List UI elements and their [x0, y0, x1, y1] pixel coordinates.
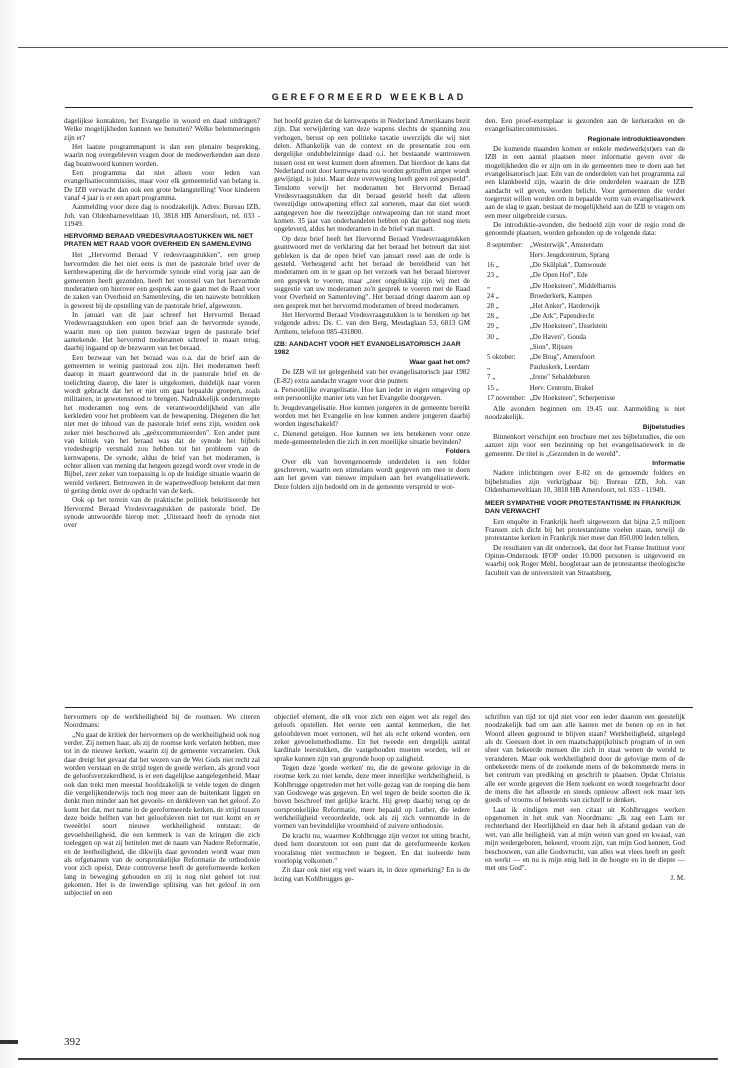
- list-item: c. Dienend getuigen. Hoe kunnen we iets betekenen voor onze mede-gemeenteleden die zich in een moeilijke situatie bevinden?: [274, 429, 470, 447]
- paragraph: In januari van dit jaar schreef het Hervormd Beraad Vredesvraagstukken een open brief aan de hervormde synode, waarin men op tien punten bezwaar tegen de pastorale brief aantekende. Het hervormd moderamen schreef in maart terug, daarbij ingaand op de bezwaren van het beraad.: [64, 310, 260, 353]
- author-signature: J. M.: [670, 873, 685, 882]
- subheading: Waar gaat het om?: [409, 358, 470, 366]
- paragraph: Het Hervormd Beraad Vredesvraagstukken is te bereiken op het volgende adres: Ds. C. van den Berg, Mesdaglaan 53, 6813 GM Arnhem, telefoon 085-431800.: [274, 310, 470, 336]
- paragraph: het hoofd gezien dat de kernwapens in Nederland Amerikaans bezit zijn. Dat verwijdering van deze wapens slechts de spanning zou verhogen, berust op een politieke taxatie uwerzijds die wij niet delen. Afhankelijk van de context en de presentatie zou een dergelijke ondubbelzinnige daad o.i. het bestaande wantrouwen tussen oost en west kunnen doen afnemen. Dat hierdoor de kans dat Nederland ooit door kernwapens zou worden getroffen amper wordt gewijzigd, is juist. Maar deze overweging heeft geen rol gespeeld". Tenslotte verwijt het moderamen het Hervormd Beraad Vredesvraagstukken dat dit beraad gesteld heeft dat alleen tweezijdige ontwapening effect zal sorteren, maar dat niet wordt aangegeven hoe die tweezijdige ontwapening dan tot stand moet komen. 35 jaar van onderhandelen hebben op dat gebied nog niets opgeleverd, aldus het moderamen in de brief van maart.: [274, 117, 470, 234]
- schedule-date: 28 „: [487, 302, 499, 311]
- paragraph: „Nu gaat de kritiek der hervormers op de werkheiligheid ook nog verder. Zij nemen haar, als zij de roomse kerk verlaten hebben, mee tot in de nieuwe kerken, waarin zij de gemeente verzamelen. Ook daar dreigt het gevaar dat het wezen van de Wet Gods niet recht zal worden verstaan en de strijd tegen de goede werken, als grond voor de geloofsverzekerdheid, is er een dagelijkse aangelegenheid. Maar ook dan trekt men meestal hoofdzakelijk te velde tegen de dingen die vergelijkenderwijs toch nog meer aan de buitenkant liggen en denkt men minder aan het gevoels- en denkleven van het geloof. Zo komt het dat, met name in de gereformeerde kerken, de strijd tussen deze beide helften van het geloofsleven niet tot rust komt en er tweeërlei soort nieuwe werkheiligheid ontstaat: de gevoelsheiligheid, die een kenmerk is van de kringen die zich toeleggen op wat zij betitelen met de naam van Nadere Reformatie, en de leerheiligheid, die dikwijls daar gevonden wordt waar men als erfgenamen van de oorspronkelijke Reformatie de orthodoxie voor zich opeist. Deze controverse heeft de gereformeerde kerken lang in beweging gehouden en zij is nog niet geheel tot rust gekomen. Het is de inwendige splitsing van het geloof in een subjectief en een: [64, 730, 260, 898]
- subheading: Informatie: [652, 460, 685, 468]
- paragraph: Zit daar ook niet erg veel waars in, in deze opmerking? En is de lezing van Kohlbrugges ge-: [274, 866, 470, 883]
- subheading: Folders: [445, 448, 470, 456]
- schedule-row: [487, 322, 618, 330]
- schedule-location: „Sion", Rijssen: [529, 342, 573, 351]
- scan-edge-left: [0, 0, 18, 1068]
- list-item: a. Persoonlijke evangelisatie. Hoe kan ieder in eigen omgeving op een persoonlijke manier iets van het Evangelie doorgeven.: [274, 385, 470, 403]
- paragraph: Laat ik eindigen met een citaat uit Kohlbrugges werken opgenomen in het stuk van Noordmans: „Ik zag een Lam ter rechterhand der Heerlijkheid en daar heb ik afstand gedaan van de wet, van alle heiligheid, van al mijn weten van goed en kwaad, van mijn wedergeboren, bekeerd, vroom zijn, van mijn God kennen, God beschouwen, van alle Godsvrucht, van alles wat vlees heeft en geeft en werkt — en nu is mijn enig heil in de hoogte en in de diepte — met ons God".: [485, 805, 685, 873]
- schedule-row: [487, 292, 618, 300]
- paragraph: schriften van tijd tot tijd niet voor een ieder daarom een geestelijk noodzakelijk bad om aan alle kanten met de benen op en in het Woord alleen geground te blijven staan? Werkheiligheid, uitgelegd als dr. Geessen doet in een maatschappijkritisch program of in een sfeer van bekeerde mensen die zich in staat wenen de wereld te veranderen. Maar ook werkheiligheid door de gelovige mens of de onbekeerde mens of de zoekende mens of de bekommerde mens in het centrum van prediking en geschrift te plaatsen. Opdat Christus alle eer worde gegeven die Hem toekomt en wordt toegebracht door de mens die het afleerde en steeds opnieuw afleert ook maar iets goeds of vrooms of bekeerds van zichzelf te denken.: [485, 713, 685, 805]
- schedule-date: 30 „: [487, 332, 499, 341]
- column-3: [485, 117, 685, 702]
- schedule-row: [487, 312, 618, 320]
- column-1: [64, 117, 260, 702]
- schedule-location: „Irene" Sebaldeburen: [529, 373, 590, 382]
- article-heading: MEER SYMPATHIE VOOR PROTESTANTISME IN FRANKRIJK DAN VERWACHT: [485, 499, 681, 515]
- schedule-date: 28 „: [487, 312, 499, 321]
- paragraph: Tegen deze 'goede werken' nu, die de gewone gelovige in de roomse kerk zo niet kende, deze meer innerlijke werkheiligheid, is Kohlbrugge opgetreden met het volle gezag van de roeping die hem van Godswege was gegeven. En wel tegen de beide soorten die ik boven beschreef met gelijke kracht. Hij greep daarbij terug op de oorspronkelijke Reformatie, meer bepaald op Luther, die iedere werkheiligheid veroordeelde, ook als zij zich vermomde in de vormen van bevindelijke vroomheid of zuivere orthodoxie.: [274, 764, 470, 831]
- paragraph: den. Een proef-exemplaar is gezonden aan de kerkeraden en de evangelisatiecommissies.: [485, 117, 685, 134]
- article-heading: HERVORMD BERAAD VREDESVRAAGSTUKKEN WIL NIET PRATEN MET RAAD VOOR OVERHEID EN SAMENLEVING: [64, 233, 254, 249]
- schedule-table: [485, 239, 620, 404]
- section-divider: [65, 707, 693, 708]
- paragraph: dagelijkse kontakten, het Evangelie in woord en daad uitdragen? Welke mogelijkheden kunnen we benutten? Welke belemmeringen zijn er?: [64, 117, 260, 142]
- schedule-row: [487, 384, 618, 392]
- paragraph: De resultaten van dit onderzoek, dat door het Franse Instituut voor Opinie-Onderzoek IFOP onder 10.000 personen is uitgevoerd en waarbij ook Roger Mehl, hoogleraar aan de protestantse theologische faculteit van de universiteit van Straatsburg,: [485, 543, 685, 577]
- column-2: [274, 117, 470, 702]
- schedule-location: „De Hoeksteen", Scherpenisse: [529, 393, 616, 402]
- schedule-row: [487, 343, 618, 351]
- schedule-date: 5 oktober:: [487, 353, 516, 362]
- schedule-location: „De Skûlplak", Damwoude: [529, 261, 607, 270]
- schedule-date: „: [487, 363, 491, 372]
- schedule-date: [487, 343, 528, 351]
- list-item: b. Jeugdevangelisatie. Hoe kunnen jongeren in de gemeente bereikt worden met het Evangelie en hoe kunnen andere jongeren daarbij worden ingeschakeld?: [274, 403, 470, 429]
- schedule-row: [487, 271, 618, 279]
- schedule-date: 16 „: [487, 261, 499, 270]
- schedule-date: [487, 251, 528, 259]
- paragraph: hervormers op de werkheiligheid bij de roomsen. We citeren Noordmans:: [64, 713, 260, 730]
- schedule-location: „De Haven", Gouda: [529, 332, 586, 341]
- schedule-row: [487, 373, 618, 381]
- schedule-date: 24 „: [487, 291, 499, 300]
- paragraph: Op deze brief heeft het Hervormd Beraad Vredesvraagstukken geantwoord met de verklaring dat het beraad het betreurt dat niet gebleken is dat de open brief van januari reeel aan de orde is gesteld. Verheugend acht het beraad de bereidheid van het moderamen om in te gaan op het verzoek van het beraad hierover een gesprek te voeren, maar „zeer ongelukkig zijn wij met de suggestie van uw moderamen zo'n gesprek te voeren met de Raad voor Overheid en Samenleving". Het beraad dringt daarom aan op een gesprek met het hervormd moderamen of breed moderamen.: [274, 234, 470, 310]
- subheading: Regionale introduktieavonden: [587, 135, 685, 143]
- paragraph: Een programma dat niet alleen voor leden van evangelisatiecommissies, maar voor elk gemeentelid van belang is. De IZB verwacht dan ook een grote belangstelling! Voor kinderen vanaf 4 jaar is er een apart programma.: [64, 169, 260, 203]
- schedule-row: [487, 282, 618, 290]
- schedule-row: [487, 241, 618, 249]
- schedule-location: „De Hoeksteen", Middelharnis: [529, 281, 616, 290]
- schedule-date: 7 „: [487, 373, 496, 382]
- schedule-location: „De Open Hof", Ede: [529, 271, 588, 280]
- scan-bottom-edge: [18, 1058, 718, 1060]
- paragraph: Aanmelding voor deze dag is noodzakelijk. Adres: Bureau IZB, Joh. van Oldenbarneveltlaan 10, 3818 HB Amersfoort, tel. 033 - 11949.: [64, 203, 260, 229]
- schedule-date: 15 „: [487, 383, 499, 392]
- schedule-date: 8 september:: [487, 240, 523, 249]
- page-number: 392: [64, 1036, 81, 1048]
- schedule-date: 23 „: [487, 271, 499, 280]
- top-page-edge-line: [18, 47, 728, 48]
- schedule-location: Herv. Centrum, Brakel: [529, 383, 594, 392]
- paragraph: Een enquête in Frankrijk heeft uitgewezen dat bijna 2,5 miljoen Fransen zich dicht bij het protestantisme voelen staan, terwijl de protestantse kerken in Frankrijk niet meer dan 850.000 leden tellen.: [485, 517, 685, 543]
- schedule-location: Pauluskerk, Leerdam: [529, 363, 590, 372]
- subheading: Bijbelstudies: [642, 423, 685, 431]
- schedule-row: [487, 261, 618, 269]
- schedule-row: [487, 333, 618, 341]
- page-header-title: GEREFORMEERD WEEKBLAD: [271, 92, 467, 102]
- article-heading: IZB: AANDACHT VOOR HET EVANGELISATORISCH JAAR 1982: [274, 340, 461, 356]
- paragraph: Het laatste programmapunt is dan een plenaire bespreking, waarin nog overgebleven vragen door de medewerkenden aan deze dag beantwoord kunnen worden.: [64, 143, 260, 168]
- schedule-location: Herv. Jeugdcentrum, Sprang: [529, 251, 610, 260]
- bottom-column-1: [64, 713, 260, 1033]
- schedule-row: [487, 302, 618, 310]
- schedule-row: [487, 251, 618, 259]
- schedule-row: [487, 363, 618, 371]
- schedule-location: „De Hoeksteen", IJsselstein: [529, 322, 608, 331]
- schedule-row: [487, 394, 618, 402]
- paragraph: De IZB wil ter gelegenheid van het evangelisatorisch jaar 1982 (E-82) extra aandacht vragen voor drie punten:: [274, 368, 470, 385]
- schedule-location: „Het Anker", Harderwijk: [529, 302, 600, 311]
- schedule-date: 17 november:: [487, 393, 526, 402]
- paragraph: Nadere inlichtingen over E-82 en de genoemde folders en bijbelstudies zijn verkrijgbaar bij: Bureau IZB, Joh. van Oldenbarneveltlaan 10, 3818 HB Amersfoort, tel. 033 - 11949.: [485, 469, 685, 495]
- paragraph: De komende maanden komen er enkele medewerk(st)ers van de IZB in een aantal plaatsen meer informatie geven over de mogelijkheden die er zijn om in de gemeenten mee te doen aan het evangelisatorisch jaar. Eén van de onderdelen van het programma zal een klankbeeld zijn, waarin de drie onderdelen waaraan de IZB aandacht wil geven, worden belicht. Voor gemeenten die verder toegerust willen worden om in bepaalde vorm van evangelisatiewerk aan de slag te gaan, bestaat de mogelijkheid aan de IZB te vragen om een meer uitgebreide cursus.: [485, 145, 685, 220]
- schedule-location: „De Brug", Amersfoort: [529, 353, 595, 362]
- paragraph: Ook op het terrein van de praktische politiek bekritiseerde het Hervormd Beraad Vredesvraagstukken de pastorale brief. De synode antwoordde hierop met: „Uiteraard heeft de synode niet over: [64, 496, 260, 530]
- schedule-location: „Westerwijk", Amsterdam: [529, 240, 604, 249]
- bottom-column-2: [274, 713, 470, 1033]
- schedule-row: [487, 353, 618, 361]
- header-divider: [65, 107, 693, 108]
- schedule-location: Broederkerk, Kampen: [529, 291, 592, 300]
- paragraph: objectief element, die elk voor zich een eigen wet als regel des geloofs opstellen. Het eerste een aantal kenmerken, die het geloofsleven moet vertonen, wil het als echt erkend worden, een zeker gevoelsmethodisme. En het tweede een dergelijk aantal kardinale leerstukken, die vastgehouden moeten worden, wil er sprake kunnen zijn van gegronde hoop op zaligheid.: [274, 713, 470, 763]
- paragraph: Het „Hervormd Beraad V redesvraagstukken", een groep hervormden die het niet eens is met de pastorale brief over de kernbewapening die de hervormde synode eind vorig jaar aan de gemeenten heeft gezonden, heeft het voorstel van het hervormde moderamen om hierover een gesprek aan te gaan met de Raad voor de zaken van Overheid en Samenleving, die ten nauwste betrokken is geweest bij de opstelling van de pastorale brief, afgewezen.: [64, 251, 260, 310]
- bottom-column-3: [485, 713, 685, 1033]
- paragraph: Binnenkort verschijnt een brochure met zes bijbelstudies, die een aanzet zijn voor een bezinning op het evangelisatiewerk in de gemeente. De titel is „Gezonden in de wereld".: [485, 433, 685, 458]
- scan-mark: [0, 1040, 18, 1044]
- paragraph: De kracht nu, waarmee Kohlbrugge zijn verzet tot uiting bracht, deed hem doorstoten tot een punt dat de gereformeerde kerken vooralsnog niet vermochten te begeen. En dat isoleerde hem voorlopig volkomen.": [274, 831, 470, 865]
- paragraph: De introduktie-avonden, die bedoeld zijn voor de regio rond de genoemde plaatsen, worden gehouden op de volgende data:: [485, 221, 685, 238]
- schedule-location: „De Ark", Papendrecht: [529, 312, 595, 321]
- schedule-date: „: [487, 281, 491, 290]
- paragraph: Alle avonden beginnen om 19.45 uur. Aanmelding is niet noodzakelijk.: [485, 405, 685, 422]
- paragraph: Over elk van bovengenoemde onderdelen is een folder geschreven, waarin een stimulans wordt gegeven om mee te doen aan het geven van nieuwe impulsen aan het evangelisatiewerk. Deze folders zijn bedoeld om in de gemeente verspreid te wor-: [274, 457, 470, 491]
- paragraph: Een bezwaar van het beraad was o.a. dat de brief aan de gemeenten te weinig pastoraal zou zijn. Het moderamen heeft daarop in maart geantwoord dat in de pastorale brief en de toelichting daarop, die later is uitgekomen, duidelijk naar voren wordt gebracht dat het er niet om gaat bepaalde groepen, zoals militairen, in gewetensnood te brengen. Nadrukkelijk onderstreepte het moderamen nog eens de verantwoordelijkheid van alle kerkleden voor het probleem van de bewapening. Diegenen die het niet met de inhoud van de pastorale brief eens zijn, worden ook zeker niet beschouwd als „geëxcommunieerden". Een ander punt van kritiek van het beraad was dat de synode het bijbels vredesbegrip versmald zou hebben tot het probleem van de kernwapens. De synode, aldus de brief van het moderamen, is echter alleen van mening dat hetgeen gezegd wordt over vrede in de Bijbel, zeer zeker van toepassing is op de huidige situatie waarin de wereld verkeert. Betrouwen in de wapenwedloop betekent dat men té gering denkt over de opdracht van de kerk.: [64, 353, 260, 496]
- schedule-date: 29 „: [487, 322, 499, 331]
